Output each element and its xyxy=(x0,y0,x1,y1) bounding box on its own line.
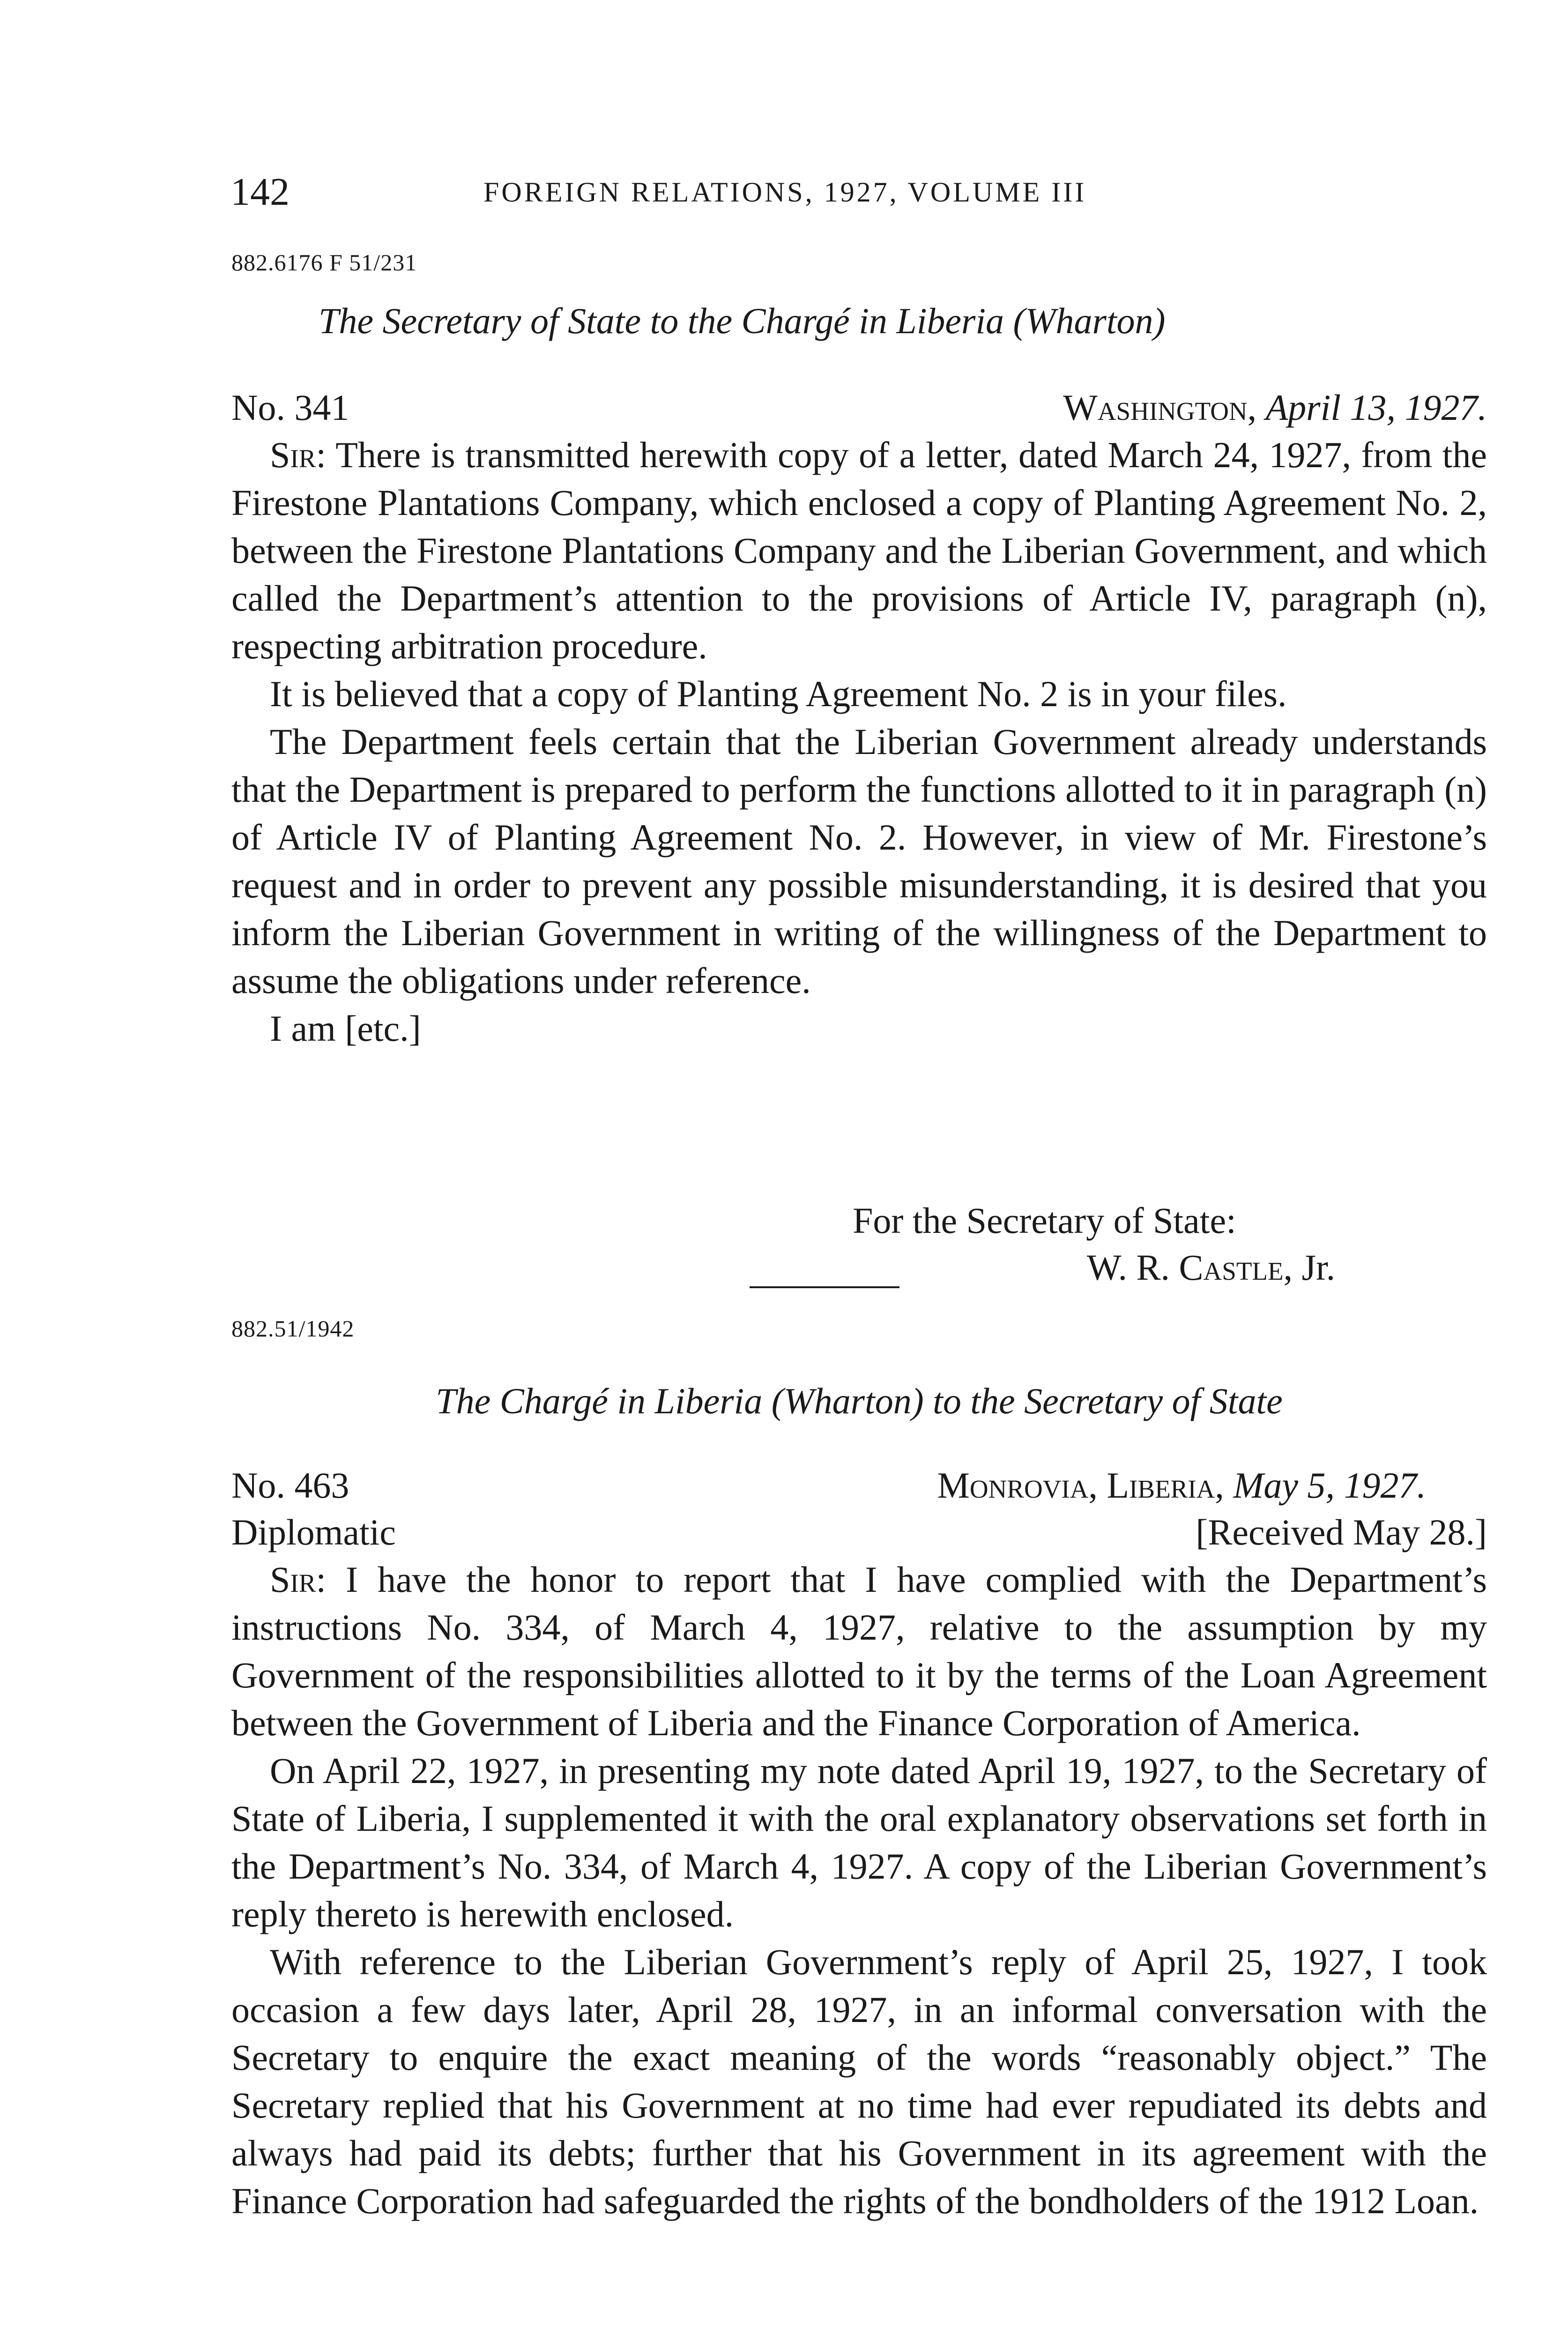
doc1-salutation: Sir: xyxy=(270,434,327,475)
doc2-place: Monrovia, Liberia, xyxy=(937,1465,1224,1506)
doc1-number: No. 341 xyxy=(231,387,349,428)
doc2-paragraph: On April 22, 1927, in presenting my note dated April 19, 1927, to the Secretary of State of Liberia, I supplemented it with the oral explanatory observations set forth in the Department’s No. 334, of March 4, 1927. A copy of the Liberian Government’s reply thereto is herewith enclosed. xyxy=(231,1750,1487,1934)
doc1-signature-initials: W. R. xyxy=(1087,1247,1170,1288)
doc2-paragraph xyxy=(231,1556,1487,1747)
page-header xyxy=(230,166,1495,218)
doc1-meta-line xyxy=(231,384,1487,431)
doc1-date: April 13, 1927. xyxy=(1265,387,1487,428)
doc2-paragraph-text: I have the honor to report that I have complied with the Department’s instructions No. 334, of March 4, 1927, relative to the assumption by my Government of the responsibilities allotted to it by the terms of the Loan Agreement between the Government of Liberia and the Finance Corporation of America. xyxy=(231,1559,1487,1743)
doc1-paragraph: I am [etc.] xyxy=(270,1008,421,1049)
doc1-title: The Secretary of State to the Chargé in Liberia (Wharton) xyxy=(319,300,1166,341)
doc1-signature-name: Castle, xyxy=(1179,1247,1293,1288)
doc1-file-ref: 882.6176 F 51/231 xyxy=(231,249,417,276)
doc2-number: No. 463 xyxy=(231,1465,349,1506)
doc1-place-date xyxy=(1063,384,1487,431)
doc1-paragraph: The Department feels certain that the Liberian Government already understands that the Department is prepared to perform the functions allotted to it in paragraph (n) of Article IV of Planting Agreement No. 2. However, in view of Mr. Firestone’s request and in order to prevent any possible misunderstanding, it is desired that you inform the Liberian Government in writing of the willingness of the Department to assume the obligations under reference. xyxy=(231,721,1487,1001)
doc2-date: May 5, 1927. xyxy=(1233,1465,1426,1506)
doc1-signature xyxy=(1087,1244,1335,1291)
doc2-salutation: Sir: xyxy=(270,1559,327,1600)
doc1-paragraph-text: There is transmitted herewith copy of a letter, dated March 24, 1927, from the Firestone Plantations Company, which enclosed a copy of Planting Agreement No. 2, between the Firestone Plantations Company and the Liberian Government, and which called the Department’s attention to the provisions of Article IV, paragraph (n), respecting arbitration procedure. xyxy=(231,434,1487,666)
doc1-body xyxy=(231,431,1487,1052)
doc1-place: Washington, xyxy=(1063,387,1257,428)
doc2-body xyxy=(231,1556,1487,2225)
running-head: FOREIGN RELATIONS, 1927, VOLUME III xyxy=(483,177,1087,208)
doc1-paragraph: It is believed that a copy of Planting Agreement No. 2 is in your files. xyxy=(270,673,1287,714)
page-number: 142 xyxy=(230,170,290,214)
doc2-meta-line xyxy=(231,1462,1487,1509)
doc2-title: The Chargé in Liberia (Wharton) to the Secretary of State xyxy=(436,1380,1283,1421)
doc2-meta-line-2 xyxy=(231,1509,1487,1556)
section-divider xyxy=(750,1286,899,1288)
doc2-category: Diplomatic xyxy=(231,1512,396,1552)
doc1-paragraph xyxy=(231,431,1487,670)
doc2-paragraph: With reference to the Liberian Government’s reply of April 25, 1927, I took occasion a few days later, April 28, 1927, in an informal conversation with the Secretary to enquire the exact meaning of the words “reasonably object.” The Secretary replied that his Government at no time had ever repudiated its debts and always had paid its debts; further that his Government in its agreement with the Finance Corporation had safeguarded the rights of the bondholders of the 1912 Loan. xyxy=(231,1941,1487,2221)
doc1-signature-line1: For the Secretary of State: xyxy=(853,1200,1236,1241)
doc2-place-date xyxy=(937,1462,1426,1509)
doc2-received: [Received May 28.] xyxy=(1196,1512,1487,1552)
doc2-file-ref: 882.51/1942 xyxy=(231,1315,355,1342)
doc1-signature-suffix: Jr. xyxy=(1301,1247,1336,1288)
